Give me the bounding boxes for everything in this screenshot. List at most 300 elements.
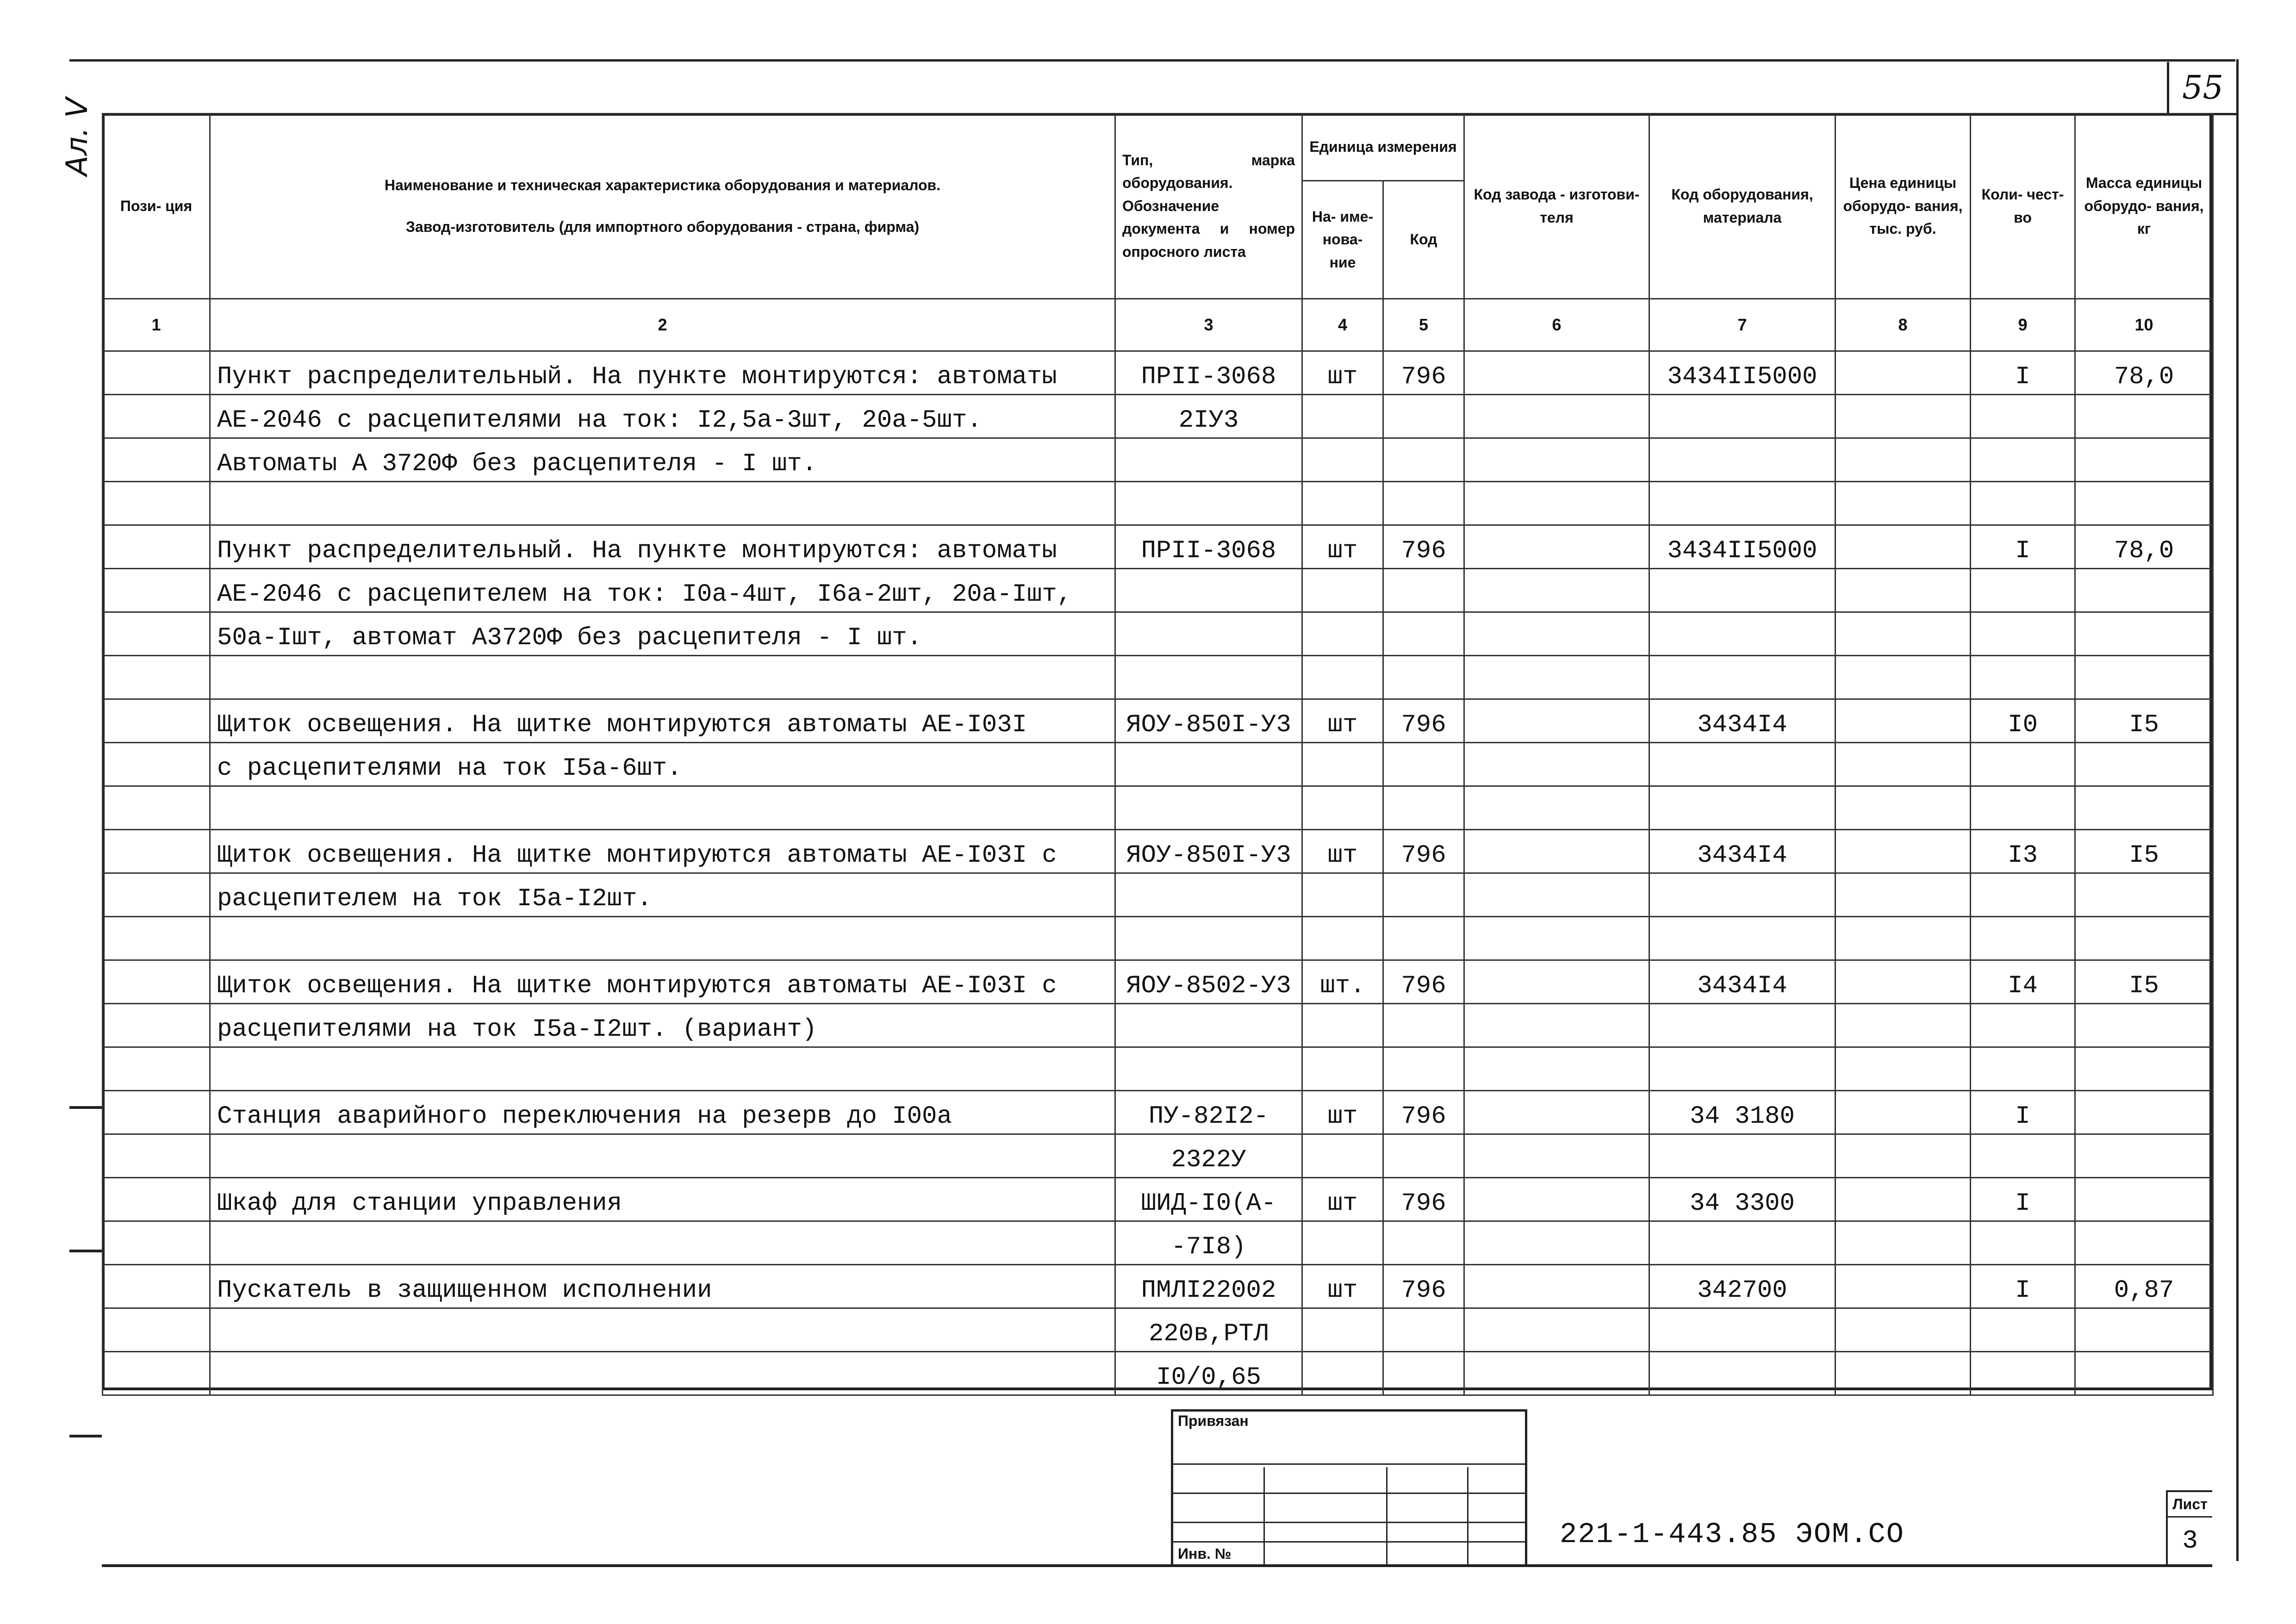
cell-qty (1971, 656, 2075, 699)
table-row (103, 917, 2213, 960)
cell-qty: I (1971, 1091, 2075, 1134)
cell-price (1836, 525, 1971, 569)
cell-name: Пункт распределительный. На пункте монтируются: автоматы (210, 351, 1115, 395)
cell-name: АЕ-2046 с расцепителями на ток: I2,5а-3шт, 20а-5шт. (210, 395, 1115, 438)
header-type: Тип, марка оборудования. Обозначение документа и номер опросного листа (1115, 114, 1302, 299)
sheet-mark: 55 (2167, 62, 2236, 115)
table-row (103, 960, 2213, 1004)
cell-position (103, 873, 210, 917)
cell-qty (1971, 917, 2075, 960)
cell-position (103, 395, 210, 438)
cell-mass (2075, 743, 2213, 786)
cell-maker-code (1464, 873, 1649, 917)
cell-unit-code (1383, 743, 1464, 786)
cell-qty (1971, 786, 2075, 830)
table-row (103, 1047, 2213, 1091)
cell-equip-code (1649, 395, 1836, 438)
cell-type: ПМЛI22002 (1115, 1265, 1302, 1308)
cell-maker-code (1464, 482, 1649, 525)
right-rule (2236, 59, 2239, 1561)
cell-unit: шт (1302, 351, 1383, 395)
cell-type (1115, 1004, 1302, 1047)
column-number: 10 (2075, 299, 2213, 351)
column-number: 1 (103, 299, 210, 351)
cell-position (103, 656, 210, 699)
cell-position (103, 569, 210, 612)
cell-price (1836, 656, 1971, 699)
cell-equip-code (1649, 1221, 1836, 1265)
specification-table (102, 113, 2214, 1396)
cell-maker-code (1464, 1091, 1649, 1134)
table-row (103, 1352, 2213, 1395)
cell-type: ЯОУ-850I-У3 (1115, 830, 1302, 873)
cell-unit: шт (1302, 1265, 1383, 1308)
stamp-line (1467, 1467, 1468, 1564)
cell-equip-code (1649, 743, 1836, 786)
header-unit-name: На- име- нова- ние (1302, 181, 1383, 299)
cell-qty (1971, 1004, 2075, 1047)
cell-qty: I (1971, 1178, 2075, 1221)
cell-name: с расцепителями на ток I5а-6шт. (210, 743, 1115, 786)
cell-equip-code (1649, 569, 1836, 612)
column-number: 7 (1649, 299, 1836, 351)
cell-equip-code: 34 3300 (1649, 1178, 1836, 1221)
cell-price (1836, 960, 1971, 1004)
cell-maker-code (1464, 438, 1649, 482)
cell-type (1115, 917, 1302, 960)
cell-unit-code (1383, 1308, 1464, 1352)
cell-maker-code (1464, 960, 1649, 1004)
cell-unit (1302, 1004, 1383, 1047)
cell-unit (1302, 438, 1383, 482)
cell-unit: шт (1302, 830, 1383, 873)
column-number: 5 (1383, 299, 1464, 351)
cell-name (210, 1352, 1115, 1395)
cell-type (1115, 873, 1302, 917)
header-unit-code: Код (1383, 181, 1464, 299)
cell-unit-code (1383, 1221, 1464, 1265)
cell-qty: I3 (1971, 830, 2075, 873)
cell-mass: 0,87 (2075, 1265, 2213, 1308)
cell-equip-code: 3434II5000 (1649, 525, 1836, 569)
table-row (103, 1004, 2213, 1047)
cell-maker-code (1464, 699, 1649, 743)
document-number: 221-1-443.85 ЭОМ.СО (1560, 1518, 1904, 1551)
cell-type (1115, 1047, 1302, 1091)
header-price: Цена единицы оборудо- вания, тыс. руб. (1836, 114, 1971, 299)
cell-mass (2075, 873, 2213, 917)
column-number: 6 (1464, 299, 1649, 351)
cell-unit: шт (1302, 1178, 1383, 1221)
bottom-rule (102, 1564, 2212, 1567)
cell-price (1836, 1221, 1971, 1265)
cell-position (103, 1091, 210, 1134)
cell-equip-code (1649, 917, 1836, 960)
cell-mass: 78,0 (2075, 525, 2213, 569)
sheet-number: 3 (2182, 1526, 2198, 1556)
cell-maker-code (1464, 1352, 1649, 1395)
table-row (103, 525, 2213, 569)
cell-name (210, 786, 1115, 830)
cell-name: расцепителями на ток I5а-I2шт. (вариант) (210, 1004, 1115, 1047)
cell-position (103, 1004, 210, 1047)
table-row (103, 395, 2213, 438)
cell-price (1836, 830, 1971, 873)
cell-maker-code (1464, 1308, 1649, 1352)
cell-maker-code (1464, 1265, 1649, 1308)
column-number: 4 (1302, 299, 1383, 351)
cell-equip-code (1649, 1352, 1836, 1395)
cell-type: 2IУ3 (1115, 395, 1302, 438)
cell-unit-code: 796 (1383, 830, 1464, 873)
cell-qty (1971, 438, 2075, 482)
cell-unit (1302, 786, 1383, 830)
cell-type: 2322У (1115, 1134, 1302, 1178)
cell-equip-code (1649, 1134, 1836, 1178)
cell-price (1836, 699, 1971, 743)
cell-unit-code (1383, 1134, 1464, 1178)
margin-tick (69, 1106, 102, 1109)
stamp-title: Привязан (1178, 1412, 1249, 1429)
cell-unit-code: 796 (1383, 1265, 1464, 1308)
cell-qty: I0 (1971, 699, 2075, 743)
header-name-line2: Завод-изготовитель (для импортного оборудования - страна, фирма) (405, 218, 920, 235)
cell-position (103, 1308, 210, 1352)
cell-mass (2075, 438, 2213, 482)
cell-type (1115, 438, 1302, 482)
cell-unit (1302, 743, 1383, 786)
cell-price (1836, 351, 1971, 395)
stamp-line (1173, 1522, 1525, 1523)
cell-maker-code (1464, 1004, 1649, 1047)
cell-equip-code: 3434I4 (1649, 960, 1836, 1004)
cell-qty: I (1971, 1265, 2075, 1308)
cell-type (1115, 482, 1302, 525)
cell-price (1836, 1134, 1971, 1178)
table-row (103, 830, 2213, 873)
cell-name (210, 1308, 1115, 1352)
cell-name: Щиток освещения. На щитке монтируются автоматы АЕ-I03I (210, 699, 1115, 743)
cell-mass (2075, 1047, 2213, 1091)
stamp-line (1386, 1467, 1388, 1564)
cell-qty: I4 (1971, 960, 2075, 1004)
cell-name: Щиток освещения. На щитке монтируются автоматы АЕ-I03I с (210, 830, 1115, 873)
cell-price (1836, 1265, 1971, 1308)
cell-name: 50а-Iшт, автомат А3720Ф без расцепителя - I шт. (210, 612, 1115, 656)
cell-equip-code (1649, 873, 1836, 917)
cell-equip-code (1649, 612, 1836, 656)
cell-name (210, 1134, 1115, 1178)
stamp-line (1173, 1493, 1525, 1494)
cell-price (1836, 482, 1971, 525)
cell-unit (1302, 1352, 1383, 1395)
cell-position (103, 1352, 210, 1395)
cell-qty (1971, 743, 2075, 786)
cell-unit (1302, 873, 1383, 917)
margin-tick (69, 1250, 102, 1252)
cell-qty (1971, 395, 2075, 438)
cell-mass (2075, 1134, 2213, 1178)
cell-equip-code: 3434I4 (1649, 830, 1836, 873)
cell-price (1836, 873, 1971, 917)
cell-maker-code (1464, 395, 1649, 438)
cell-unit-code (1383, 1047, 1464, 1091)
cell-equip-code (1649, 786, 1836, 830)
cell-unit-code (1383, 569, 1464, 612)
cell-unit (1302, 569, 1383, 612)
cell-qty (1971, 569, 2075, 612)
cell-position (103, 351, 210, 395)
top-rule (69, 59, 2235, 62)
cell-maker-code (1464, 1047, 1649, 1091)
cell-type: I0/0,65 (1115, 1352, 1302, 1395)
cell-position (103, 482, 210, 525)
cell-price (1836, 1178, 1971, 1221)
cell-mass: I5 (2075, 960, 2213, 1004)
cell-position (103, 1178, 210, 1221)
header-name-line1: Наименование и техническая характеристика оборудования и материалов. (384, 176, 941, 193)
cell-qty (1971, 1047, 2075, 1091)
table-row (103, 438, 2213, 482)
cell-price (1836, 569, 1971, 612)
cell-name: Щиток освещения. На щитке монтируются автоматы АЕ-I03I с (210, 960, 1115, 1004)
margin-tick (69, 1435, 102, 1437)
cell-unit (1302, 1308, 1383, 1352)
cell-unit-code (1383, 1352, 1464, 1395)
cell-unit-code (1383, 438, 1464, 482)
cell-position (103, 612, 210, 656)
cell-qty (1971, 873, 2075, 917)
header-equip-code: Код оборудования, материала (1649, 114, 1836, 299)
cell-type (1115, 656, 1302, 699)
cell-position (103, 1134, 210, 1178)
cell-unit (1302, 395, 1383, 438)
cell-mass (2075, 656, 2213, 699)
cell-equip-code: 342700 (1649, 1265, 1836, 1308)
cell-unit-code (1383, 917, 1464, 960)
cell-type (1115, 612, 1302, 656)
cell-position (103, 699, 210, 743)
cell-type (1115, 743, 1302, 786)
header-name (210, 114, 1115, 299)
side-label: Ал. V (60, 97, 94, 176)
cell-price (1836, 612, 1971, 656)
cell-mass (2075, 1221, 2213, 1265)
cell-type: ПРII-3068 (1115, 525, 1302, 569)
cell-position (103, 830, 210, 873)
cell-qty (1971, 1308, 2075, 1352)
cell-unit (1302, 612, 1383, 656)
cell-price (1836, 1047, 1971, 1091)
cell-qty (1971, 482, 2075, 525)
table-row (103, 1134, 2213, 1178)
table-row (103, 786, 2213, 830)
cell-type: ШИД-I0(А- (1115, 1178, 1302, 1221)
header-mass: Масса единицы оборудо- вания, кг (2075, 114, 2213, 299)
cell-maker-code (1464, 786, 1649, 830)
cell-unit-code: 796 (1383, 699, 1464, 743)
cell-position (103, 743, 210, 786)
cell-unit: шт (1302, 699, 1383, 743)
cell-name: Станция аварийного переключения на резерв до I00а (210, 1091, 1115, 1134)
cell-unit-code: 796 (1383, 351, 1464, 395)
cell-qty (1971, 1352, 2075, 1395)
cell-name (210, 1221, 1115, 1265)
cell-name: расцепителем на ток I5а-I2шт. (210, 873, 1115, 917)
cell-equip-code (1649, 656, 1836, 699)
cell-maker-code (1464, 917, 1649, 960)
cell-position (103, 438, 210, 482)
cell-qty (1971, 1221, 2075, 1265)
table-row (103, 656, 2213, 699)
cell-qty (1971, 612, 2075, 656)
cell-type (1115, 786, 1302, 830)
cell-price (1836, 1352, 1971, 1395)
cell-qty: I (1971, 351, 2075, 395)
stamp-line (1173, 1541, 1525, 1543)
cell-mass (2075, 612, 2213, 656)
cell-equip-code (1649, 438, 1836, 482)
table-row (103, 1091, 2213, 1134)
cell-mass (2075, 569, 2213, 612)
cell-position (103, 960, 210, 1004)
stamp-line (1263, 1467, 1265, 1564)
cell-unit: шт (1302, 1091, 1383, 1134)
column-number: 2 (210, 299, 1115, 351)
cell-equip-code (1649, 1047, 1836, 1091)
cell-qty (1971, 1134, 2075, 1178)
cell-name: Пункт распределительный. На пункте монтируются: автоматы (210, 525, 1115, 569)
cell-position (103, 1047, 210, 1091)
cell-maker-code (1464, 569, 1649, 612)
cell-name (210, 656, 1115, 699)
cell-position (103, 525, 210, 569)
stamp-inv: Инв. № (1178, 1545, 1232, 1562)
cell-unit-code (1383, 482, 1464, 525)
cell-equip-code: 34 3180 (1649, 1091, 1836, 1134)
binding-stamp (1171, 1409, 1527, 1567)
stamp-line (1173, 1463, 1525, 1465)
cell-maker-code (1464, 830, 1649, 873)
table-row (103, 1265, 2213, 1308)
cell-name (210, 482, 1115, 525)
cell-price (1836, 743, 1971, 786)
cell-unit-code (1383, 786, 1464, 830)
cell-mass: 78,0 (2075, 351, 2213, 395)
cell-type: ПРII-3068 (1115, 351, 1302, 395)
cell-position (103, 1221, 210, 1265)
cell-unit: шт. (1302, 960, 1383, 1004)
cell-mass: I5 (2075, 830, 2213, 873)
cell-maker-code (1464, 1178, 1649, 1221)
cell-unit-code (1383, 395, 1464, 438)
cell-mass (2075, 1004, 2213, 1047)
cell-mass (2075, 1178, 2213, 1221)
table-row (103, 612, 2213, 656)
cell-name: АЕ-2046 с расцепителем на ток: I0а-4шт, I6а-2шт, 20а-Iшт, (210, 569, 1115, 612)
cell-mass (2075, 482, 2213, 525)
cell-maker-code (1464, 612, 1649, 656)
cell-unit-code: 796 (1383, 960, 1464, 1004)
cell-mass (2075, 395, 2213, 438)
cell-name: Пускатель в защищенном исполнении (210, 1265, 1115, 1308)
cell-name (210, 1047, 1115, 1091)
cell-equip-code (1649, 482, 1836, 525)
cell-unit (1302, 1047, 1383, 1091)
cell-equip-code (1649, 1308, 1836, 1352)
cell-maker-code (1464, 743, 1649, 786)
cell-qty: I (1971, 525, 2075, 569)
header-position: Пози- ция (103, 114, 210, 299)
cell-type: ПУ-82I2- (1115, 1091, 1302, 1134)
table-row (103, 1308, 2213, 1352)
header-unit: Единица измерения (1302, 114, 1464, 181)
cell-maker-code (1464, 351, 1649, 395)
cell-unit (1302, 656, 1383, 699)
cell-unit (1302, 482, 1383, 525)
cell-mass (2075, 1091, 2213, 1134)
cell-maker-code (1464, 1134, 1649, 1178)
cell-type (1115, 569, 1302, 612)
cell-unit-code (1383, 656, 1464, 699)
cell-unit-code: 796 (1383, 525, 1464, 569)
cell-unit (1302, 1221, 1383, 1265)
cell-maker-code (1464, 525, 1649, 569)
cell-price (1836, 395, 1971, 438)
cell-equip-code: 3434I4 (1649, 699, 1836, 743)
sheet-box (2166, 1490, 2212, 1564)
cell-name: Автоматы А 3720Ф без расцепителя - I шт. (210, 438, 1115, 482)
cell-mass: I5 (2075, 699, 2213, 743)
table-row (103, 569, 2213, 612)
cell-mass (2075, 917, 2213, 960)
cell-maker-code (1464, 656, 1649, 699)
sheet-label: Лист (2168, 1492, 2212, 1518)
cell-unit-code: 796 (1383, 1178, 1464, 1221)
cell-name: Шкаф для станции управления (210, 1178, 1115, 1221)
table-row (103, 351, 2213, 395)
cell-type: ЯОУ-8502-У3 (1115, 960, 1302, 1004)
cell-unit-code (1383, 1004, 1464, 1047)
column-number: 8 (1836, 299, 1971, 351)
cell-mass (2075, 1352, 2213, 1395)
header-qty: Коли- чест- во (1971, 114, 2075, 299)
column-number: 3 (1115, 299, 1302, 351)
table-row (103, 1178, 2213, 1221)
cell-unit: шт (1302, 525, 1383, 569)
cell-price (1836, 917, 1971, 960)
cell-price (1836, 786, 1971, 830)
cell-unit (1302, 917, 1383, 960)
table-row (103, 873, 2213, 917)
column-number: 9 (1971, 299, 2075, 351)
cell-position (103, 1265, 210, 1308)
cell-price (1836, 1091, 1971, 1134)
cell-position (103, 786, 210, 830)
cell-type: 220в,РТЛ (1115, 1308, 1302, 1352)
cell-maker-code (1464, 1221, 1649, 1265)
cell-price (1836, 438, 1971, 482)
cell-type: -7I8) (1115, 1221, 1302, 1265)
cell-position (103, 917, 210, 960)
header-maker-code: Код завода - изготови- теля (1464, 114, 1649, 299)
cell-price (1836, 1308, 1971, 1352)
cell-mass (2075, 786, 2213, 830)
cell-mass (2075, 1308, 2213, 1352)
cell-type: ЯОУ-850I-У3 (1115, 699, 1302, 743)
table-row (103, 482, 2213, 525)
cell-equip-code (1649, 1004, 1836, 1047)
